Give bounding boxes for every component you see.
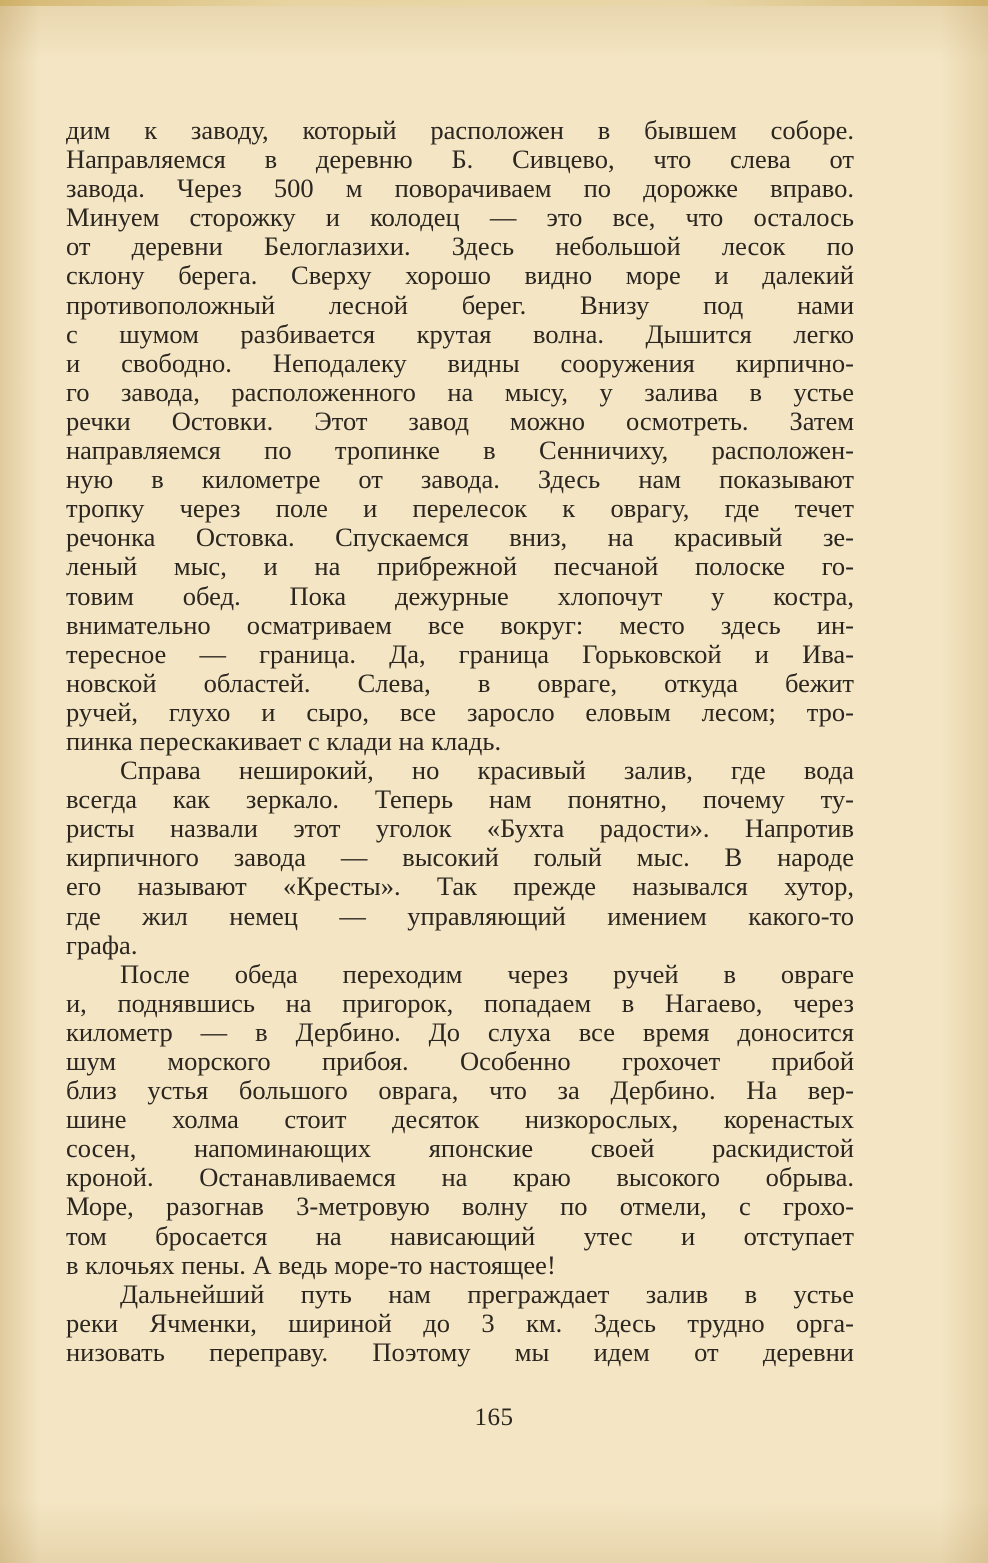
text-line: близ устья большого оврага, что за Дербино. На вер- [66,1075,854,1106]
text-line: леный мыс, и на прибрежной песчаной полоске го- [66,551,854,582]
text-line: графа. [66,929,138,960]
text-line: сосен, напоминающих японские своей раскидистой [66,1133,854,1164]
page-number: 165 [474,1404,514,1431]
text-line: где жил немец — управляющий имением какого-то [66,900,854,931]
text-line: ристы назвали этот уголок «Бухта радости». Напротив [66,813,854,844]
page-edge [0,0,988,6]
text-line: Море, разогнав 3-метровую волну по отмели, с грохо- [66,1191,854,1222]
text-line: от деревни Белоглазихи. Здесь небольшой лесок по [66,231,854,262]
text-line: и, поднявшись на пригорок, попадаем в Нагаево, через [66,987,854,1018]
text-line: шине холма стоит десяток низкорослых, коренастых [66,1104,854,1135]
text-line: го завода, расположенного на мысу, у залива в устье [66,376,854,407]
text-line: шум морского прибоя. Особенно грохочет прибой [66,1046,854,1076]
text-line: внимательно осматриваем все вокруг: место здесь ин- [66,609,854,640]
text-line: речки Остовки. Этот завод можно осмотреть. Затем [66,405,854,436]
text-line: реки Ячменки, шириной до 3 км. Здесь трудно орга- [66,1307,854,1338]
text-line: его называют «Кресты». Так прежде назывался хутор, [66,871,854,902]
text-line: кирпичного завода — высокий голый мыс. В народе [66,842,854,873]
text-line: низовать переправу. Поэтому мы идем от деревни [66,1336,854,1367]
text-line: тропку через поле и перелесок к оврагу, где течет [66,493,854,524]
text-line: завода. Через 500 м поворачиваем по дорожке вправо. [66,173,854,204]
text-line: Дальнейший путь нам преграждает залив в устье [120,1278,854,1309]
text-line: товим обед. Пока дежурные хлопочут у костра, [66,580,854,611]
body-text [66,116,854,1367]
text-line: ручей, глухо и сыро, все заросло еловым лесом; тро- [66,696,854,727]
text-line: направляемся по тропинке в Сенничиху, расположен- [66,435,854,466]
text-line: дим к заводу, который расположен в бывшем соборе. [66,115,854,145]
text-line: километр — в Дербино. До слуха все время доносится [66,1016,854,1047]
text-line: Минуем сторожку и колодец — это все, что осталось [66,202,854,233]
text-line: речонка Остовка. Спускаемся вниз, на красивый зе- [66,522,854,553]
text-line: После обеда переходим через ручей в овраге [120,958,854,989]
text-line: всегда как зеркало. Теперь нам понятно, почему ту- [66,784,854,815]
text-line: Справа неширокий, но красивый залив, где вода [120,755,854,786]
text-line: кроной. Останавливаемся на краю высокого обрыва. [66,1162,854,1193]
text-line: Направляемся в деревню Б. Сивцево, что слева от [66,144,854,175]
text-line: пинка перескакивает с клади на кладь. [66,725,502,756]
text-line: ную в километре от завода. Здесь нам показывают [66,464,854,495]
text-line: новской областей. Слева, в овраге, откуда бежит [66,667,854,698]
text-line: тересное — граница. Да, граница Горьковской и Ива- [66,638,854,669]
text-line: с шумом разбивается крутая волна. Дышится легко [66,318,854,349]
text-line: и свободно. Неподалеку видны сооружения кирпично- [66,347,854,378]
text-line: в клочьях пены. А ведь море-то настоящее! [66,1249,556,1280]
text-line: том бросается на нависающий утес и отступает [66,1220,854,1251]
text-line: склону берега. Сверху хорошо видно море и далекий [66,260,854,291]
text-line: противоположный лесной берег. Внизу под нами [66,289,854,320]
